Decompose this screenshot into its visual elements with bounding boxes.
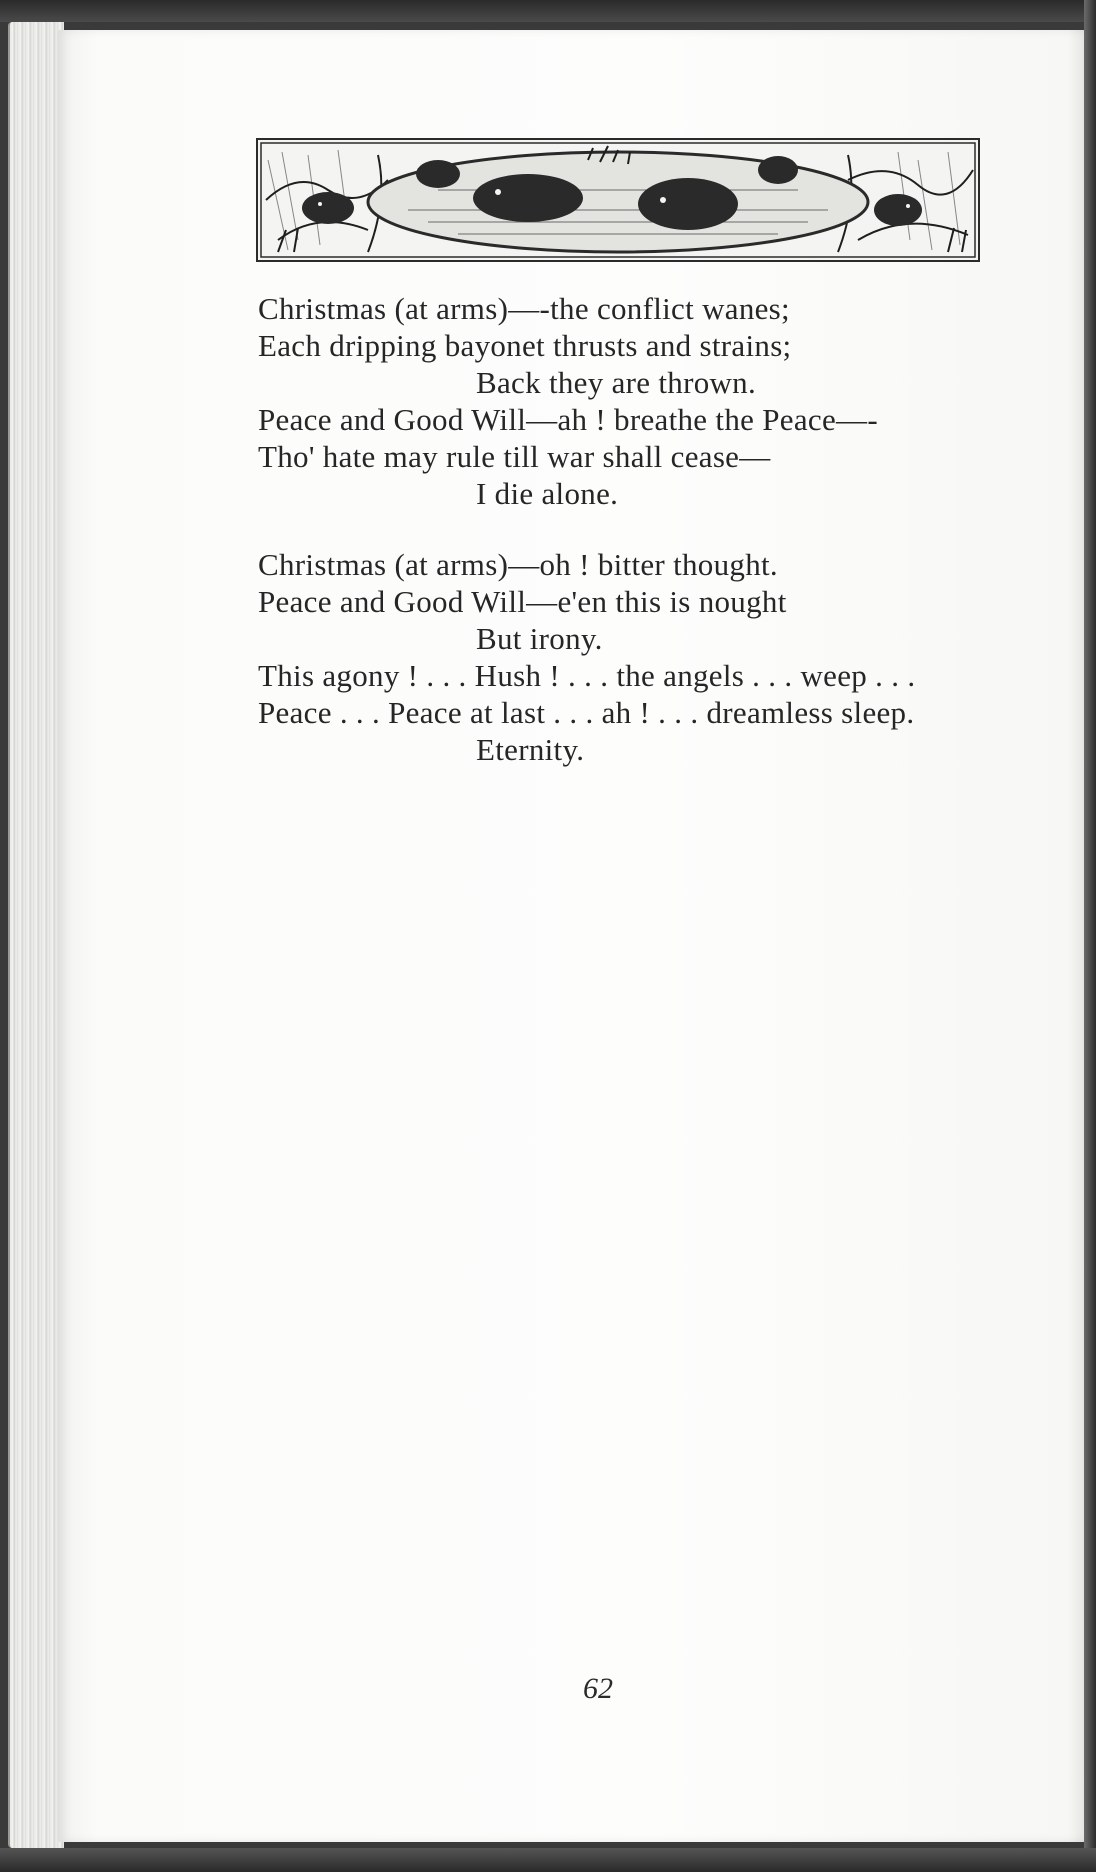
poem-line-indented: Back they are thrown. xyxy=(476,365,757,400)
poem-line-indented: Eternity. xyxy=(476,732,585,767)
page-number: 62 xyxy=(583,1672,613,1705)
book-cover-bottom xyxy=(0,1848,1096,1872)
book-cover-right xyxy=(1084,0,1096,1872)
stanza-2 xyxy=(258,546,998,768)
poem-line: Peace and Good Will—ah ! breathe the Peace—- xyxy=(258,402,878,437)
page-edges xyxy=(8,22,64,1848)
poem-line: Peace . . . Peace at last . . . ah ! . . . dreamless sleep. xyxy=(258,695,915,730)
poem-line: Each dripping bayonet thrusts and strains; xyxy=(258,328,792,363)
poem-line: Christmas (at arms)—-the conflict wanes; xyxy=(258,291,790,326)
poem-line-indented: But irony. xyxy=(476,621,603,656)
poem-line: This agony ! . . . Hush ! . . . the angels . . . weep . . . xyxy=(258,658,916,693)
poem-line: Peace and Good Will—e'en this is nought xyxy=(258,584,787,619)
poem-line: Christmas (at arms)—oh ! bitter thought. xyxy=(258,547,778,582)
poem xyxy=(258,290,998,768)
woodcut-banner-art xyxy=(258,140,978,260)
woodcut-banner-icon xyxy=(256,138,980,262)
poem-line: Tho' hate may rule till war shall cease— xyxy=(258,439,771,474)
stanza-1 xyxy=(258,290,998,512)
poem-line-indented: I die alone. xyxy=(476,476,619,511)
book-cover-top xyxy=(0,0,1096,22)
